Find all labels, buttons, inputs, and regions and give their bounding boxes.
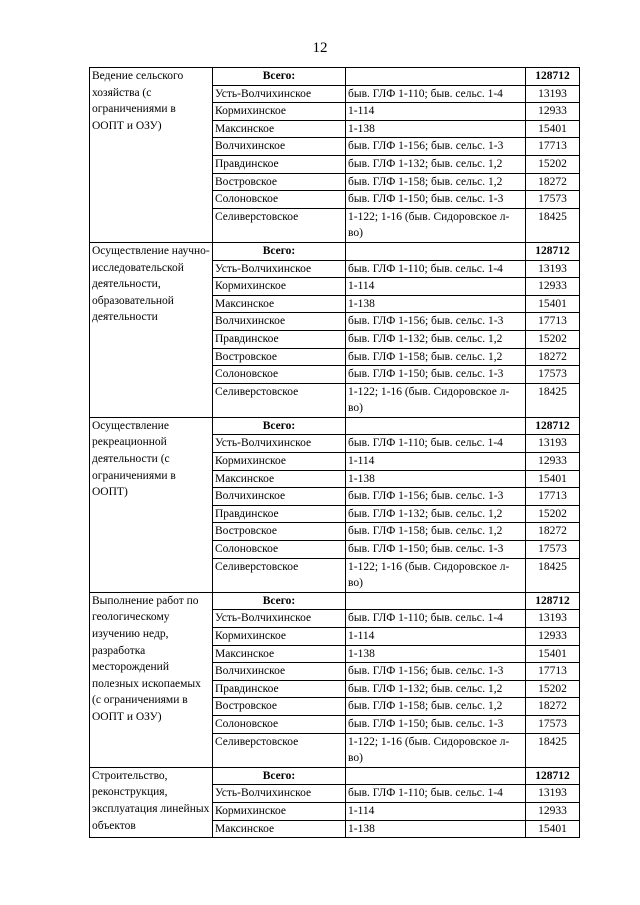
area-cell: 17713 [526,663,580,681]
lands-cell: 1-138 [346,645,526,663]
settlement-cell: Востровское [213,523,346,541]
settlement-cell: Кормихинское [213,802,346,820]
lands-cell: быв. ГЛФ 1-110; быв. сельс. 1-4 [346,785,526,803]
lands-cell: 1-138 [346,470,526,488]
lands-cell: 1-114 [346,628,526,646]
lands-cell: быв. ГЛФ 1-132; быв. сельс. 1,2 [346,330,526,348]
lands-cell: 1-122; 1-16 (быв. Сидоровское л-во) [346,383,526,417]
area-cell: 15202 [526,505,580,523]
total-value: 128712 [526,592,580,610]
lands-cell: 1-114 [346,802,526,820]
settlement-cell: Правдинское [213,680,346,698]
area-cell: 15202 [526,330,580,348]
settlement-cell: Волчихинское [213,138,346,156]
area-cell: 12933 [526,278,580,296]
area-cell: 17713 [526,488,580,506]
lands-cell: быв. ГЛФ 1-150; быв. сельс. 1-3 [346,366,526,384]
area-cell: 12933 [526,628,580,646]
area-cell: 12933 [526,453,580,471]
section-total-row [90,417,580,435]
lands-cell: 1-122; 1-16 (быв. Сидоровское л-во) [346,558,526,592]
total-label: Всего: [213,417,346,435]
area-cell: 15202 [526,155,580,173]
total-label: Всего: [213,767,346,785]
settlement-cell: Солоновское [213,715,346,733]
area-cell: 17573 [526,191,580,209]
lands-cell: 1-138 [346,120,526,138]
settlement-cell: Максинское [213,120,346,138]
total-value: 128712 [526,417,580,435]
total-label: Всего: [213,68,346,86]
area-cell: 13193 [526,610,580,628]
total-value: 128712 [526,767,580,785]
settlement-cell: Правдинское [213,155,346,173]
settlement-cell: Максинское [213,295,346,313]
lands-cell: быв. ГЛФ 1-158; быв. сельс. 1,2 [346,523,526,541]
total-empty-cell [346,767,526,785]
area-cell: 18272 [526,173,580,191]
area-cell: 13193 [526,435,580,453]
settlement-cell: Кормихинское [213,278,346,296]
area-cell: 18425 [526,733,580,767]
section-total-row [90,242,580,260]
area-cell: 17713 [526,138,580,156]
settlement-cell: Усть-Волчихинское [213,260,346,278]
area-cell: 13193 [526,785,580,803]
section-total-row [90,767,580,785]
area-cell: 17573 [526,715,580,733]
lands-cell: быв. ГЛФ 1-150; быв. сельс. 1-3 [346,541,526,559]
lands-cell: быв. ГЛФ 1-158; быв. сельс. 1,2 [346,173,526,191]
page-number: 12 [312,40,328,56]
settlement-cell: Максинское [213,470,346,488]
settlement-cell: Усть-Волчихинское [213,785,346,803]
activity-cell: Выполнение работ по геологическому изучению недр, разработка месторождений полезных ископаемых (с ограничениями в ООПТ и ОЗУ) [90,592,213,767]
table-body [90,68,580,838]
settlement-cell: Максинское [213,645,346,663]
lands-cell: быв. ГЛФ 1-158; быв. сельс. 1,2 [346,698,526,716]
section-total-row [90,592,580,610]
area-cell: 18425 [526,383,580,417]
area-cell: 15401 [526,295,580,313]
total-value: 128712 [526,68,580,86]
section-total-row [90,68,580,86]
settlement-cell: Волчихинское [213,313,346,331]
total-empty-cell [346,68,526,86]
settlement-cell: Правдинское [213,505,346,523]
lands-cell: быв. ГЛФ 1-110; быв. сельс. 1-4 [346,435,526,453]
lands-cell: 1-138 [346,820,526,838]
activity-cell: Ведение сельского хозяйства (с ограничениями в ООПТ и ОЗУ) [90,68,213,243]
settlement-cell: Кормихинское [213,103,346,121]
lands-cell: быв. ГЛФ 1-158; быв. сельс. 1,2 [346,348,526,366]
lands-cell: быв. ГЛФ 1-132; быв. сельс. 1,2 [346,505,526,523]
area-cell: 18272 [526,523,580,541]
lands-cell: быв. ГЛФ 1-110; быв. сельс. 1-4 [346,610,526,628]
settlement-cell: Селиверстовское [213,733,346,767]
area-cell: 13193 [526,85,580,103]
settlement-cell: Солоновское [213,541,346,559]
area-cell: 15202 [526,680,580,698]
settlement-cell: Селиверстовское [213,208,346,242]
total-label: Всего: [213,242,346,260]
area-cell: 18272 [526,348,580,366]
lands-cell: быв. ГЛФ 1-156; быв. сельс. 1-3 [346,138,526,156]
settlement-cell: Селиверстовское [213,558,346,592]
area-cell: 18272 [526,698,580,716]
total-empty-cell [346,417,526,435]
lands-cell: быв. ГЛФ 1-132; быв. сельс. 1,2 [346,680,526,698]
lands-cell: 1-138 [346,295,526,313]
area-cell: 12933 [526,802,580,820]
area-cell: 15401 [526,120,580,138]
settlement-cell: Волчихинское [213,663,346,681]
total-label: Всего: [213,592,346,610]
settlement-cell: Кормихинское [213,453,346,471]
area-cell: 12933 [526,103,580,121]
settlement-cell: Солоновское [213,366,346,384]
lands-cell: 1-114 [346,453,526,471]
settlement-cell: Усть-Волчихинское [213,85,346,103]
total-empty-cell [346,592,526,610]
settlement-cell: Востровское [213,348,346,366]
total-value: 128712 [526,242,580,260]
settlement-cell: Усть-Волчихинское [213,435,346,453]
activity-cell: Осуществление рекреационной деятельности (с ограничениями в ООПТ) [90,417,213,592]
lands-cell: 1-114 [346,103,526,121]
settlement-cell: Усть-Волчихинское [213,610,346,628]
total-empty-cell [346,242,526,260]
lands-cell: быв. ГЛФ 1-156; быв. сельс. 1-3 [346,488,526,506]
lands-cell: быв. ГЛФ 1-110; быв. сельс. 1-4 [346,260,526,278]
settlement-cell: Кормихинское [213,628,346,646]
area-cell: 17573 [526,541,580,559]
forest-use-table [89,67,580,838]
settlement-cell: Волчихинское [213,488,346,506]
lands-cell: 1-122; 1-16 (быв. Сидоровское л-во) [346,208,526,242]
activity-cell: Строительство, реконструкция, эксплуатация линейных объектов [90,767,213,837]
settlement-cell: Селиверстовское [213,383,346,417]
activity-cell: Осуществление научно-исследовательской деятельности, образовательной деятельности [90,242,213,417]
lands-cell: 1-122; 1-16 (быв. Сидоровское л-во) [346,733,526,767]
lands-cell: быв. ГЛФ 1-110; быв. сельс. 1-4 [346,85,526,103]
lands-cell: быв. ГЛФ 1-150; быв. сельс. 1-3 [346,715,526,733]
settlement-cell: Востровское [213,173,346,191]
area-cell: 18425 [526,208,580,242]
settlement-cell: Правдинское [213,330,346,348]
lands-cell: быв. ГЛФ 1-150; быв. сельс. 1-3 [346,191,526,209]
area-cell: 18425 [526,558,580,592]
settlement-cell: Максинское [213,820,346,838]
lands-cell: быв. ГЛФ 1-156; быв. сельс. 1-3 [346,663,526,681]
lands-cell: быв. ГЛФ 1-132; быв. сельс. 1,2 [346,155,526,173]
lands-cell: быв. ГЛФ 1-156; быв. сельс. 1-3 [346,313,526,331]
area-cell: 17713 [526,313,580,331]
area-cell: 13193 [526,260,580,278]
area-cell: 15401 [526,645,580,663]
settlement-cell: Востровское [213,698,346,716]
area-cell: 17573 [526,366,580,384]
area-cell: 15401 [526,820,580,838]
area-cell: 15401 [526,470,580,488]
lands-cell: 1-114 [346,278,526,296]
settlement-cell: Солоновское [213,191,346,209]
